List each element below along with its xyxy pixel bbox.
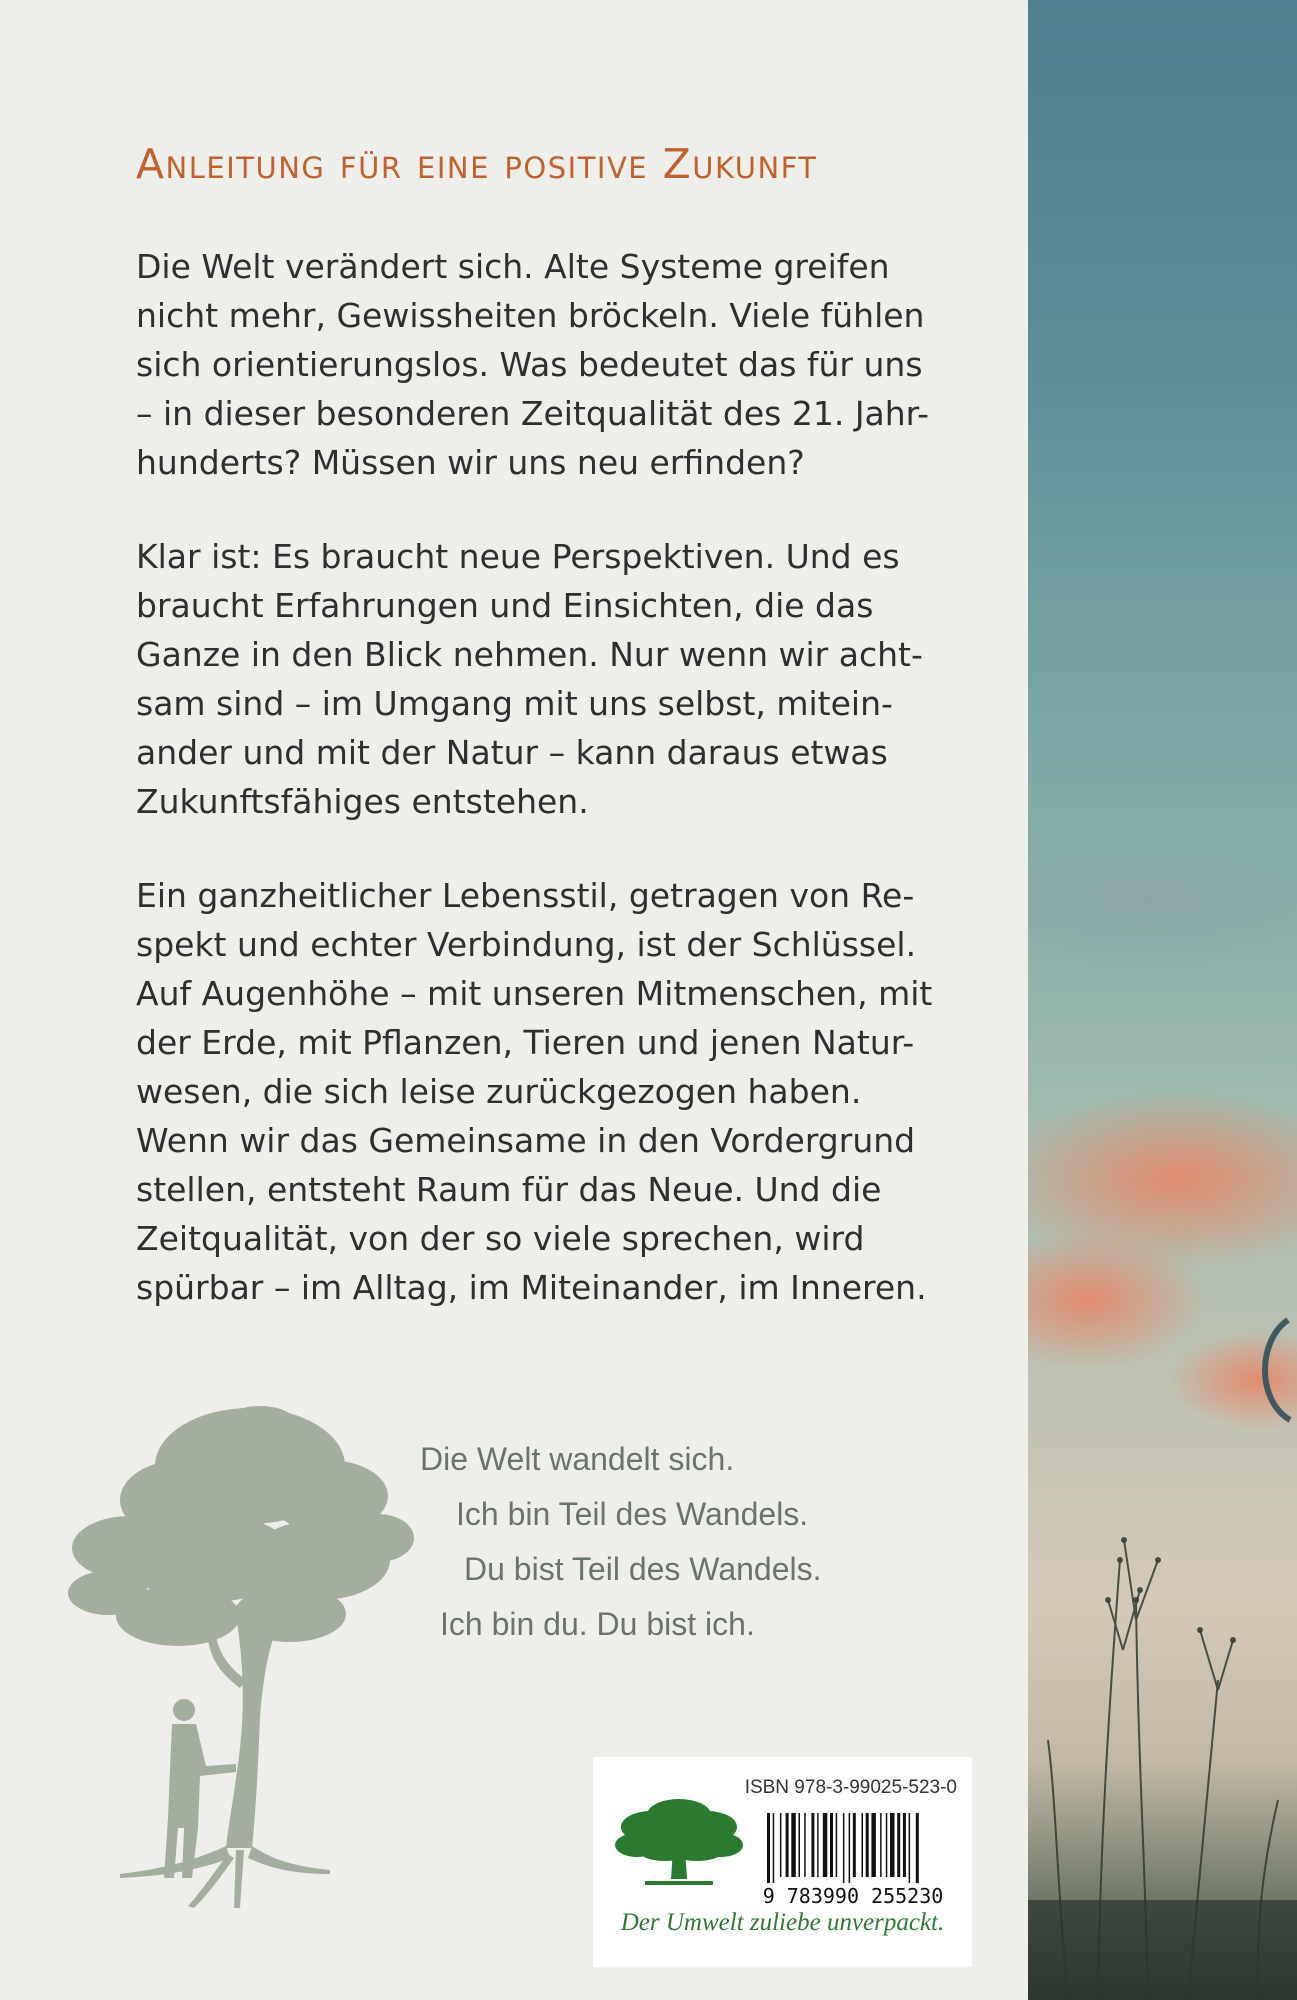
cover-photo-strip xyxy=(1028,0,1297,2000)
blurb-line: der Erde, mit Pflanzen, Tieren und jenen Natur- xyxy=(136,1023,915,1062)
blurb-line: Wenn wir das Gemeinsame in den Vordergrund xyxy=(136,1121,916,1160)
isbn-label: ISBN 978-3-99025-523-0 xyxy=(744,1777,957,1798)
blurb-line: Klar ist: Es braucht neue Perspektiven. Und es xyxy=(136,537,900,576)
blurb xyxy=(136,242,936,1357)
sunset-grass-photo xyxy=(1028,0,1297,2000)
blurb-line: spürbar – im Alltag, im Miteinander, im Inneren. xyxy=(136,1268,927,1307)
blurb-line: wesen, die sich leise zurückgezogen haben. xyxy=(136,1072,862,1111)
poem xyxy=(420,1432,822,1652)
poem-line: Ich bin Teil des Wandels. xyxy=(456,1496,809,1532)
blurb-line: sam sind – im Umgang mit uns selbst, mitein- xyxy=(136,684,893,723)
blurb-paragraph-1 xyxy=(136,242,936,487)
blurb-line: nicht mehr, Gewissheiten bröckeln. Viele fühlen xyxy=(136,296,925,335)
blurb-line: Ein ganzheitlicher Lebensstil, getragen von Re- xyxy=(136,876,915,915)
blurb-line: spekt und echter Verbindung, ist der Schlüssel. xyxy=(136,925,917,964)
barcode-digits: 9 783990 255230 xyxy=(762,1884,944,1905)
cover-heading: Anleitung für eine positive Zukunft xyxy=(136,140,818,188)
blurb-line: braucht Erfahrungen und Einsichten, die das xyxy=(136,586,874,625)
blurb-line: sich orientierungslos. Was bedeutet das für uns xyxy=(136,345,923,384)
blurb-line: Zeitqualität, von der so viele sprechen, wird xyxy=(136,1219,865,1258)
blurb-line: stellen, entsteht Raum für das Neue. Und die xyxy=(136,1170,882,1209)
blurb-line: Ganze in den Blick nehmen. Nur wenn wir acht- xyxy=(136,635,923,674)
blurb-line: ander und mit der Natur – kann daraus etwas xyxy=(136,733,888,772)
poem-line: Du bist Teil des Wandels. xyxy=(464,1551,822,1587)
blurb-paragraph-3 xyxy=(136,871,936,1312)
tree-with-person-icon xyxy=(60,1388,430,1908)
blurb-line: Zukunftsfähiges entstehen. xyxy=(136,782,589,821)
isbn-box xyxy=(593,1757,972,1967)
blurb-paragraph-2 xyxy=(136,532,936,826)
oak-tree-icon xyxy=(615,1793,743,1893)
blurb-line: Auf Augenhöhe – mit unseren Mitmenschen, mit xyxy=(136,974,933,1013)
packaging-slogan: Der Umwelt zuliebe unverpackt. xyxy=(620,1909,945,1936)
poem-line: Die Welt wandelt sich. xyxy=(420,1441,735,1477)
heart-icon xyxy=(200,1730,236,1760)
barcode xyxy=(753,1813,953,1905)
blurb-line: hunderts? Müssen wir uns neu erfinden? xyxy=(136,443,805,482)
blurb-line: Die Welt verändert sich. Alte Systeme greifen xyxy=(136,247,890,286)
blurb-line: – in dieser besonderen Zeitqualität des 21. Jahr- xyxy=(136,394,930,433)
poem-line: Ich bin du. Du bist ich. xyxy=(440,1606,755,1642)
